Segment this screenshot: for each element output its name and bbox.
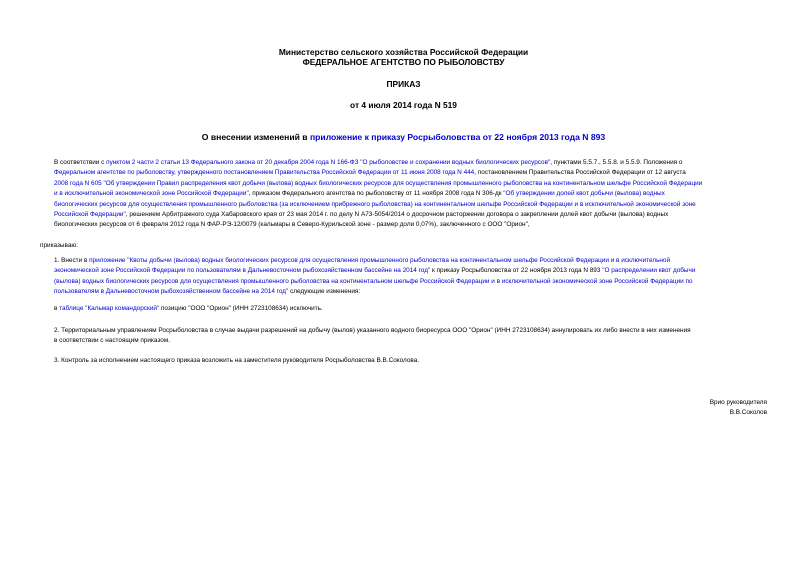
preamble-text: биологических ресурсов от 6 февраля 2012 года N ФАР-РЭ-12/0079 (кальмары в Северо-Курильской зоне - размер доли 0,07%), заключенного с ООО "Орион", [54, 221, 530, 229]
preamble-line [40, 210, 769, 220]
item-2-paragraph [40, 326, 769, 347]
regulation-link[interactable]: Федеральном агентстве по рыболовству, утвержденного постановлением Правительства Российской Федерации от 11 июня 2008 года N 444 [54, 169, 475, 177]
order-link[interactable]: Российской Федерации" [54, 211, 126, 219]
item-1-line [40, 277, 769, 287]
preamble-text: В соответствии с [54, 159, 107, 166]
document-title [0, 132, 807, 142]
order-link[interactable]: биологических ресурсов для осуществления промышленного рыболовства (за исключением прибрежного рыболовства) на континентальном шельфе Российской Федерации и в исключительной экономической зоне [54, 200, 696, 208]
preamble-text: , приказом Федерального агентства по рыболовству от 11 ноября 2008 года N 306-дк [248, 190, 504, 198]
signature-name: В.В.Соколов [729, 409, 767, 416]
order-893-link[interactable]: (вылова) водных биологических ресурсов для осуществления промышленного рыболовства на континентальном шельфе Российской Федерации и в исключительной экономической зоне Российской Федерации по [54, 277, 693, 285]
item-1-sub-line [40, 304, 769, 314]
ministry-name: Министерство сельского хозяйства Российской Федерации [278, 47, 529, 57]
appendix-link[interactable]: приложение "Квоты добычи (вылова) водных биологических ресурсов для осуществления промышленного рыболовства на континентальном шельфе Российской Федерации и в исключительной [89, 257, 671, 264]
order-893-link[interactable]: пользователям в Дальневосточном рыбохозяйственном бассейне на 2014 год" [54, 288, 289, 296]
item-1-paragraph [40, 256, 769, 298]
table-link[interactable]: таблице "Кальмар командорский" [59, 305, 160, 312]
order-link[interactable]: "Об утверждении долей квот добычи (вылова) водных [503, 190, 665, 198]
item-3-paragraph [40, 356, 769, 366]
preamble-paragraph [40, 158, 769, 231]
title-link[interactable]: приложение к приказу Росрыболовства от 22 ноября 2013 года N 893 [309, 132, 606, 142]
signature-position: Врио руководителя [709, 399, 767, 406]
item-3-line: 3. Контроль за исполнением настоящего приказа возложить на заместителя руководителя Росрыболовства В.В.Соколова. [54, 357, 420, 364]
item-1-sub-text: в [54, 305, 60, 312]
appendix-link[interactable]: экономической зоне Российской Федерации по пользователям в Дальневосточном рыбохозяйственном бассейне на 2014 год" [54, 267, 431, 275]
item-1-text: 1. Внести в [54, 257, 90, 264]
item-1-line [40, 287, 769, 297]
title-prefix: О внесении изменений в [201, 132, 310, 142]
preamble-line [40, 220, 769, 230]
resolution-link[interactable]: 2008 года N 605 "Об утверждении Правил распределения квот добычи (вылова) водных биологических ресурсов для осуществления промышленного рыболовства на континентальном шельфе Российской Федерации [54, 179, 703, 187]
item-1-sub-text: позицию "ООО "Орион" (ИНН 2723108634) исключить. [159, 305, 323, 312]
agency-name: ФЕДЕРАЛЬНОЕ АГЕНТСТВО ПО РЫБОЛОВСТВУ [302, 57, 505, 67]
item-1-sub-paragraph [40, 304, 769, 314]
item-1-line [40, 266, 769, 276]
preamble-line [40, 200, 769, 210]
document-date: от 4 июля 2014 года N 519 [350, 100, 457, 110]
preamble-line [40, 179, 769, 189]
law-link[interactable]: пунктом 2 части 2 статьи 13 Федерального закона от 20 декабря 2004 года N 166-ФЗ "О рыболовстве и сохранении водных биологических ресурсов" [106, 159, 551, 166]
preamble-text: , решением Арбитражного суда Хабаровского края от 23 мая 2014 г. по делу N А73-5054/2014 о досрочном расторжении договора о закреплении долей квот добычи (вылова) водных [125, 211, 669, 219]
preamble-line [40, 189, 769, 199]
document-type: ПРИКАЗ [386, 79, 421, 89]
preamble-line [40, 158, 769, 168]
preamble-text: , пунктами 5.5.7., 5.5.8. и 5.5.9. Положения о [550, 159, 683, 166]
preamble-line [40, 168, 769, 178]
item-1-line [40, 256, 769, 266]
item-2-line: в соответствии с настоящим приказом. [54, 337, 170, 345]
order-893-link[interactable]: "О распределении квот добычи [602, 267, 696, 275]
preamble-text: , постановлением Правительства Российской Федерации от 12 августа [474, 169, 686, 177]
item-2-line: 2. Территориальным управлениям Росрыболовства в случае выдачи разрешений на добычу (вылов) указанного водного биоресурса ООО "Орион" (ИНН 2723108634) аннулировать их либо внести в них изменения [54, 327, 691, 334]
item-1-text: следующие изменения: [288, 288, 361, 296]
item-1-text: к приказу Росрыболовства от 22 ноября 2013 года N 893 [430, 267, 603, 275]
resolution-link[interactable]: и в исключительной экономической зоне Российской Федерации" [54, 190, 249, 198]
order-word: приказываю: [40, 242, 78, 249]
